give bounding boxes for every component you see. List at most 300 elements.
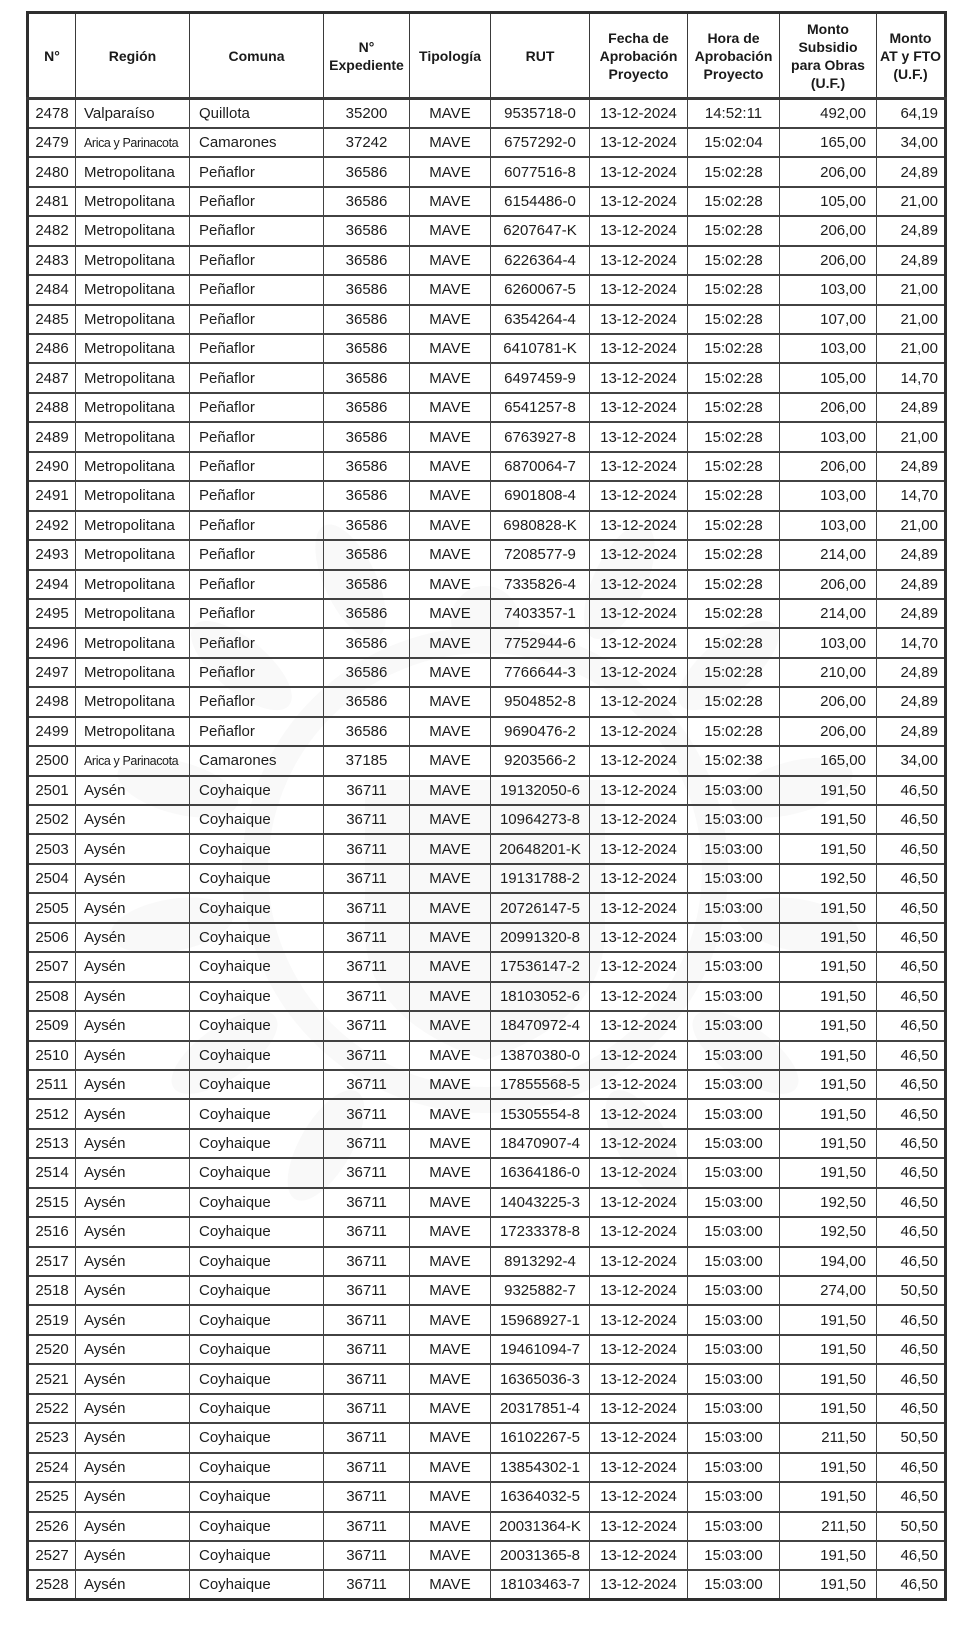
table-row [28, 511, 946, 540]
cell-fecha-aprobacion: 13-12-2024 [590, 717, 688, 746]
cell-tipologia: MAVE [410, 187, 491, 216]
cell-comuna: Coyhaique [190, 1541, 324, 1570]
cell-monto-at: 46,50 [877, 952, 946, 981]
cell-monto-obras: 191,50 [780, 834, 877, 863]
cell-monto-obras: 214,00 [780, 599, 877, 628]
cell-monto-obras: 191,50 [780, 1041, 877, 1070]
cell-fecha-aprobacion: 13-12-2024 [590, 452, 688, 481]
cell-monto-at: 46,50 [877, 1453, 946, 1482]
cell-comuna: Peñaflor [190, 452, 324, 481]
cell-tipologia: MAVE [410, 570, 491, 599]
cell-n: 2494 [28, 570, 76, 599]
cell-monto-at: 46,50 [877, 1570, 946, 1599]
cell-comuna: Coyhaique [190, 1394, 324, 1423]
column-header-expediente: N° Expediente [324, 13, 410, 99]
cell-hora-aprobacion: 15:03:00 [688, 1070, 780, 1099]
cell-expediente: 36711 [324, 1394, 410, 1423]
cell-comuna: Coyhaique [190, 864, 324, 893]
cell-fecha-aprobacion: 13-12-2024 [590, 1364, 688, 1393]
cell-tipologia: MAVE [410, 599, 491, 628]
cell-monto-obras: 191,50 [780, 1364, 877, 1393]
cell-comuna: Coyhaique [190, 1364, 324, 1393]
cell-expediente: 36711 [324, 982, 410, 1011]
cell-tipologia: MAVE [410, 864, 491, 893]
cell-monto-at: 46,50 [877, 1541, 946, 1570]
cell-rut: 19461094-7 [491, 1335, 590, 1364]
cell-region: Metropolitana [76, 334, 190, 363]
cell-rut: 6226364-4 [491, 246, 590, 275]
cell-region: Aysén [76, 864, 190, 893]
cell-rut: 6763927-8 [491, 422, 590, 451]
cell-fecha-aprobacion: 13-12-2024 [590, 187, 688, 216]
cell-fecha-aprobacion: 13-12-2024 [590, 481, 688, 510]
cell-fecha-aprobacion: 13-12-2024 [590, 275, 688, 304]
cell-n: 2514 [28, 1158, 76, 1187]
cell-region: Metropolitana [76, 570, 190, 599]
cell-monto-at: 24,89 [877, 717, 946, 746]
cell-monto-at: 24,89 [877, 687, 946, 716]
table-row [28, 1158, 946, 1187]
cell-monto-obras: 206,00 [780, 452, 877, 481]
cell-monto-obras: 103,00 [780, 481, 877, 510]
table-row [28, 393, 946, 422]
cell-fecha-aprobacion: 13-12-2024 [590, 1070, 688, 1099]
cell-comuna: Coyhaique [190, 834, 324, 863]
cell-rut: 20991320-8 [491, 923, 590, 952]
cell-tipologia: MAVE [410, 1188, 491, 1217]
cell-region: Aysén [76, 1423, 190, 1452]
cell-n: 2505 [28, 893, 76, 922]
cell-hora-aprobacion: 14:52:11 [688, 99, 780, 128]
cell-fecha-aprobacion: 13-12-2024 [590, 687, 688, 716]
cell-n: 2492 [28, 511, 76, 540]
cell-hora-aprobacion: 15:03:00 [688, 1512, 780, 1541]
cell-hora-aprobacion: 15:02:28 [688, 687, 780, 716]
cell-expediente: 36711 [324, 834, 410, 863]
cell-monto-obras: 191,50 [780, 776, 877, 805]
table-row [28, 1305, 946, 1334]
cell-hora-aprobacion: 15:03:00 [688, 1305, 780, 1334]
cell-monto-at: 46,50 [877, 805, 946, 834]
cell-monto-obras: 214,00 [780, 540, 877, 569]
column-header-monto-obras: Monto Subsidio para Obras (U.F.) [780, 13, 877, 99]
cell-rut: 7403357-1 [491, 599, 590, 628]
table-row [28, 952, 946, 981]
cell-fecha-aprobacion: 13-12-2024 [590, 893, 688, 922]
cell-fecha-aprobacion: 13-12-2024 [590, 805, 688, 834]
cell-expediente: 36586 [324, 334, 410, 363]
cell-expediente: 36711 [324, 893, 410, 922]
cell-rut: 15968927-1 [491, 1305, 590, 1334]
cell-monto-obras: 192,50 [780, 1188, 877, 1217]
cell-monto-obras: 191,50 [780, 982, 877, 1011]
cell-tipologia: MAVE [410, 1011, 491, 1040]
cell-fecha-aprobacion: 13-12-2024 [590, 864, 688, 893]
cell-comuna: Peñaflor [190, 599, 324, 628]
cell-n: 2504 [28, 864, 76, 893]
cell-fecha-aprobacion: 13-12-2024 [590, 1011, 688, 1040]
cell-expediente: 36586 [324, 363, 410, 392]
cell-tipologia: MAVE [410, 422, 491, 451]
cell-region: Metropolitana [76, 628, 190, 657]
cell-expediente: 36586 [324, 275, 410, 304]
cell-monto-at: 50,50 [877, 1276, 946, 1305]
cell-n: 2486 [28, 334, 76, 363]
cell-expediente: 36711 [324, 1541, 410, 1570]
cell-n: 2497 [28, 658, 76, 687]
cell-monto-at: 21,00 [877, 305, 946, 334]
cell-region: Arica y Parinacota [76, 746, 190, 775]
cell-fecha-aprobacion: 13-12-2024 [590, 422, 688, 451]
cell-monto-at: 21,00 [877, 511, 946, 540]
cell-n: 2488 [28, 393, 76, 422]
cell-hora-aprobacion: 15:03:00 [688, 1247, 780, 1276]
cell-n: 2511 [28, 1070, 76, 1099]
cell-comuna: Coyhaique [190, 1070, 324, 1099]
column-header-region: Región [76, 13, 190, 99]
table-row [28, 481, 946, 510]
cell-rut: 9203566-2 [491, 746, 590, 775]
cell-tipologia: MAVE [410, 1364, 491, 1393]
table-row [28, 1453, 946, 1482]
cell-hora-aprobacion: 15:03:00 [688, 1276, 780, 1305]
cell-region: Aysén [76, 805, 190, 834]
cell-n: 2510 [28, 1041, 76, 1070]
cell-monto-at: 46,50 [877, 1482, 946, 1511]
cell-tipologia: MAVE [410, 128, 491, 157]
cell-tipologia: MAVE [410, 1482, 491, 1511]
cell-monto-obras: 165,00 [780, 746, 877, 775]
cell-comuna: Coyhaique [190, 1512, 324, 1541]
cell-n: 2502 [28, 805, 76, 834]
cell-hora-aprobacion: 15:02:28 [688, 363, 780, 392]
cell-rut: 9504852-8 [491, 687, 590, 716]
cell-n: 2506 [28, 923, 76, 952]
cell-rut: 8913292-4 [491, 1247, 590, 1276]
cell-fecha-aprobacion: 13-12-2024 [590, 1217, 688, 1246]
table-row [28, 187, 946, 216]
column-header-tipologia: Tipología [410, 13, 491, 99]
cell-n: 2513 [28, 1129, 76, 1158]
cell-comuna: Peñaflor [190, 658, 324, 687]
cell-monto-at: 14,70 [877, 628, 946, 657]
cell-monto-at: 50,50 [877, 1423, 946, 1452]
table-row [28, 893, 946, 922]
cell-n: 2517 [28, 1247, 76, 1276]
cell-tipologia: MAVE [410, 363, 491, 392]
cell-region: Metropolitana [76, 393, 190, 422]
cell-expediente: 37242 [324, 128, 410, 157]
cell-n: 2525 [28, 1482, 76, 1511]
cell-hora-aprobacion: 15:02:04 [688, 128, 780, 157]
table-row [28, 1099, 946, 1128]
cell-expediente: 36711 [324, 1305, 410, 1334]
cell-region: Aysén [76, 1247, 190, 1276]
table-row [28, 805, 946, 834]
cell-region: Metropolitana [76, 157, 190, 186]
cell-comuna: Peñaflor [190, 246, 324, 275]
cell-expediente: 36711 [324, 805, 410, 834]
cell-expediente: 36586 [324, 481, 410, 510]
cell-region: Aysén [76, 1570, 190, 1599]
table-row [28, 1512, 946, 1541]
cell-rut: 16102267-5 [491, 1423, 590, 1452]
cell-expediente: 36711 [324, 1247, 410, 1276]
cell-monto-at: 64,19 [877, 99, 946, 128]
cell-n: 2503 [28, 834, 76, 863]
cell-rut: 6497459-9 [491, 363, 590, 392]
cell-monto-obras: 191,50 [780, 1011, 877, 1040]
cell-region: Metropolitana [76, 422, 190, 451]
cell-tipologia: MAVE [410, 1041, 491, 1070]
cell-monto-at: 34,00 [877, 128, 946, 157]
cell-rut: 7766644-3 [491, 658, 590, 687]
cell-hora-aprobacion: 15:02:28 [688, 570, 780, 599]
cell-expediente: 35200 [324, 99, 410, 128]
cell-region: Aysén [76, 1129, 190, 1158]
cell-fecha-aprobacion: 13-12-2024 [590, 570, 688, 599]
cell-hora-aprobacion: 15:03:00 [688, 1423, 780, 1452]
column-header-fecha-aprobacion: Fecha de Aprobación Proyecto [590, 13, 688, 99]
cell-tipologia: MAVE [410, 305, 491, 334]
cell-tipologia: MAVE [410, 776, 491, 805]
cell-tipologia: MAVE [410, 1453, 491, 1482]
cell-region: Aysén [76, 923, 190, 952]
cell-comuna: Coyhaique [190, 1453, 324, 1482]
cell-fecha-aprobacion: 13-12-2024 [590, 1423, 688, 1452]
cell-expediente: 36711 [324, 1276, 410, 1305]
cell-expediente: 36586 [324, 422, 410, 451]
cell-tipologia: MAVE [410, 1099, 491, 1128]
cell-region: Metropolitana [76, 246, 190, 275]
cell-hora-aprobacion: 15:03:00 [688, 1041, 780, 1070]
cell-monto-at: 24,89 [877, 658, 946, 687]
cell-expediente: 36711 [324, 1158, 410, 1187]
cell-rut: 20726147-5 [491, 893, 590, 922]
cell-region: Valparaíso [76, 99, 190, 128]
cell-expediente: 36711 [324, 1512, 410, 1541]
cell-expediente: 36586 [324, 570, 410, 599]
cell-comuna: Coyhaique [190, 893, 324, 922]
cell-monto-obras: 191,50 [780, 1570, 877, 1599]
cell-monto-at: 24,89 [877, 216, 946, 245]
cell-comuna: Coyhaique [190, 1305, 324, 1334]
cell-rut: 9690476-2 [491, 717, 590, 746]
cell-hora-aprobacion: 15:02:28 [688, 157, 780, 186]
cell-expediente: 36586 [324, 687, 410, 716]
cell-monto-at: 46,50 [877, 1394, 946, 1423]
cell-tipologia: MAVE [410, 893, 491, 922]
cell-tipologia: MAVE [410, 99, 491, 128]
cell-region: Aysén [76, 1041, 190, 1070]
cell-region: Metropolitana [76, 658, 190, 687]
cell-tipologia: MAVE [410, 1541, 491, 1570]
cell-expediente: 36711 [324, 1570, 410, 1599]
cell-hora-aprobacion: 15:03:00 [688, 1541, 780, 1570]
cell-rut: 19131788-2 [491, 864, 590, 893]
cell-rut: 7208577-9 [491, 540, 590, 569]
cell-monto-obras: 206,00 [780, 246, 877, 275]
cell-region: Aysén [76, 1188, 190, 1217]
column-header-comuna: Comuna [190, 13, 324, 99]
cell-hora-aprobacion: 15:03:00 [688, 834, 780, 863]
cell-monto-at: 14,70 [877, 481, 946, 510]
cell-expediente: 36711 [324, 1099, 410, 1128]
cell-fecha-aprobacion: 13-12-2024 [590, 952, 688, 981]
cell-region: Aysén [76, 952, 190, 981]
cell-expediente: 36586 [324, 658, 410, 687]
cell-region: Aysén [76, 1394, 190, 1423]
cell-monto-obras: 191,50 [780, 893, 877, 922]
cell-tipologia: MAVE [410, 1570, 491, 1599]
column-header-hora-aprobacion: Hora de Aprobación Proyecto [688, 13, 780, 99]
cell-expediente: 36711 [324, 1335, 410, 1364]
cell-fecha-aprobacion: 13-12-2024 [590, 1570, 688, 1599]
cell-comuna: Peñaflor [190, 216, 324, 245]
cell-rut: 20031365-8 [491, 1541, 590, 1570]
cell-tipologia: MAVE [410, 452, 491, 481]
cell-fecha-aprobacion: 13-12-2024 [590, 1453, 688, 1482]
cell-region: Aysén [76, 1276, 190, 1305]
table-row [28, 746, 946, 775]
cell-hora-aprobacion: 15:03:00 [688, 1217, 780, 1246]
cell-fecha-aprobacion: 13-12-2024 [590, 157, 688, 186]
cell-comuna: Coyhaique [190, 1335, 324, 1364]
cell-hora-aprobacion: 15:02:28 [688, 422, 780, 451]
cell-monto-obras: 210,00 [780, 658, 877, 687]
cell-monto-obras: 206,00 [780, 157, 877, 186]
cell-region: Metropolitana [76, 540, 190, 569]
cell-rut: 17536147-2 [491, 952, 590, 981]
cell-rut: 7335826-4 [491, 570, 590, 599]
table-row [28, 570, 946, 599]
cell-tipologia: MAVE [410, 246, 491, 275]
cell-expediente: 36711 [324, 1041, 410, 1070]
cell-n: 2499 [28, 717, 76, 746]
cell-n: 2485 [28, 305, 76, 334]
cell-n: 2501 [28, 776, 76, 805]
cell-monto-obras: 192,50 [780, 864, 877, 893]
cell-n: 2508 [28, 982, 76, 1011]
cell-n: 2489 [28, 422, 76, 451]
cell-rut: 9325882-7 [491, 1276, 590, 1305]
cell-hora-aprobacion: 15:03:00 [688, 1158, 780, 1187]
cell-region: Aysén [76, 1541, 190, 1570]
cell-expediente: 36711 [324, 1423, 410, 1452]
cell-n: 2482 [28, 216, 76, 245]
column-header-monto-at: Monto AT y FTO (U.F.) [877, 13, 946, 99]
cell-monto-at: 24,89 [877, 452, 946, 481]
cell-monto-at: 24,89 [877, 540, 946, 569]
cell-hora-aprobacion: 15:02:28 [688, 452, 780, 481]
cell-comuna: Coyhaique [190, 1217, 324, 1246]
cell-hora-aprobacion: 15:03:00 [688, 1394, 780, 1423]
cell-comuna: Camarones [190, 746, 324, 775]
cell-region: Aysén [76, 982, 190, 1011]
cell-n: 2521 [28, 1364, 76, 1393]
cell-rut: 20031364-K [491, 1512, 590, 1541]
cell-n: 2495 [28, 599, 76, 628]
cell-monto-obras: 206,00 [780, 393, 877, 422]
cell-region: Metropolitana [76, 511, 190, 540]
cell-fecha-aprobacion: 13-12-2024 [590, 334, 688, 363]
cell-comuna: Peñaflor [190, 628, 324, 657]
cell-hora-aprobacion: 15:03:00 [688, 982, 780, 1011]
table-body [28, 99, 946, 1600]
cell-comuna: Coyhaique [190, 805, 324, 834]
cell-fecha-aprobacion: 13-12-2024 [590, 393, 688, 422]
cell-monto-at: 46,50 [877, 834, 946, 863]
cell-fecha-aprobacion: 13-12-2024 [590, 1305, 688, 1334]
cell-rut: 13854302-1 [491, 1453, 590, 1482]
cell-monto-at: 46,50 [877, 893, 946, 922]
cell-region: Aysén [76, 1453, 190, 1482]
cell-hora-aprobacion: 15:03:00 [688, 952, 780, 981]
cell-rut: 20648201-K [491, 834, 590, 863]
cell-hora-aprobacion: 15:02:28 [688, 246, 780, 275]
cell-hora-aprobacion: 15:03:00 [688, 1188, 780, 1217]
cell-tipologia: MAVE [410, 658, 491, 687]
cell-monto-at: 24,89 [877, 599, 946, 628]
cell-monto-obras: 105,00 [780, 363, 877, 392]
cell-tipologia: MAVE [410, 157, 491, 186]
cell-monto-at: 46,50 [877, 864, 946, 893]
cell-tipologia: MAVE [410, 216, 491, 245]
cell-region: Aysén [76, 1305, 190, 1334]
cell-region: Aysén [76, 1099, 190, 1128]
cell-rut: 15305554-8 [491, 1099, 590, 1128]
cell-expediente: 36586 [324, 157, 410, 186]
cell-n: 2507 [28, 952, 76, 981]
cell-expediente: 36586 [324, 216, 410, 245]
cell-expediente: 36711 [324, 923, 410, 952]
cell-region: Aysén [76, 834, 190, 863]
cell-rut: 18470972-4 [491, 1011, 590, 1040]
cell-comuna: Coyhaique [190, 952, 324, 981]
cell-monto-obras: 191,50 [780, 1305, 877, 1334]
cell-tipologia: MAVE [410, 1247, 491, 1276]
cell-expediente: 36586 [324, 187, 410, 216]
cell-comuna: Peñaflor [190, 187, 324, 216]
cell-hora-aprobacion: 15:03:00 [688, 1570, 780, 1599]
cell-n: 2490 [28, 452, 76, 481]
table-row [28, 157, 946, 186]
cell-monto-at: 24,89 [877, 570, 946, 599]
cell-comuna: Peñaflor [190, 717, 324, 746]
cell-rut: 16364186-0 [491, 1158, 590, 1187]
cell-monto-obras: 191,50 [780, 923, 877, 952]
cell-fecha-aprobacion: 13-12-2024 [590, 1158, 688, 1187]
cell-monto-obras: 103,00 [780, 422, 877, 451]
cell-expediente: 36586 [324, 511, 410, 540]
cell-hora-aprobacion: 15:03:00 [688, 893, 780, 922]
table-row [28, 1394, 946, 1423]
cell-monto-at: 46,50 [877, 1041, 946, 1070]
cell-rut: 6077516-8 [491, 157, 590, 186]
cell-region: Aysén [76, 1070, 190, 1099]
cell-hora-aprobacion: 15:03:00 [688, 805, 780, 834]
cell-hora-aprobacion: 15:02:28 [688, 187, 780, 216]
cell-hora-aprobacion: 15:02:28 [688, 393, 780, 422]
table-row [28, 776, 946, 805]
cell-rut: 6757292-0 [491, 128, 590, 157]
cell-monto-obras: 191,50 [780, 1129, 877, 1158]
cell-region: Aysén [76, 1364, 190, 1393]
cell-n: 2519 [28, 1305, 76, 1334]
cell-hora-aprobacion: 15:03:00 [688, 923, 780, 952]
cell-tipologia: MAVE [410, 952, 491, 981]
cell-hora-aprobacion: 15:03:00 [688, 776, 780, 805]
